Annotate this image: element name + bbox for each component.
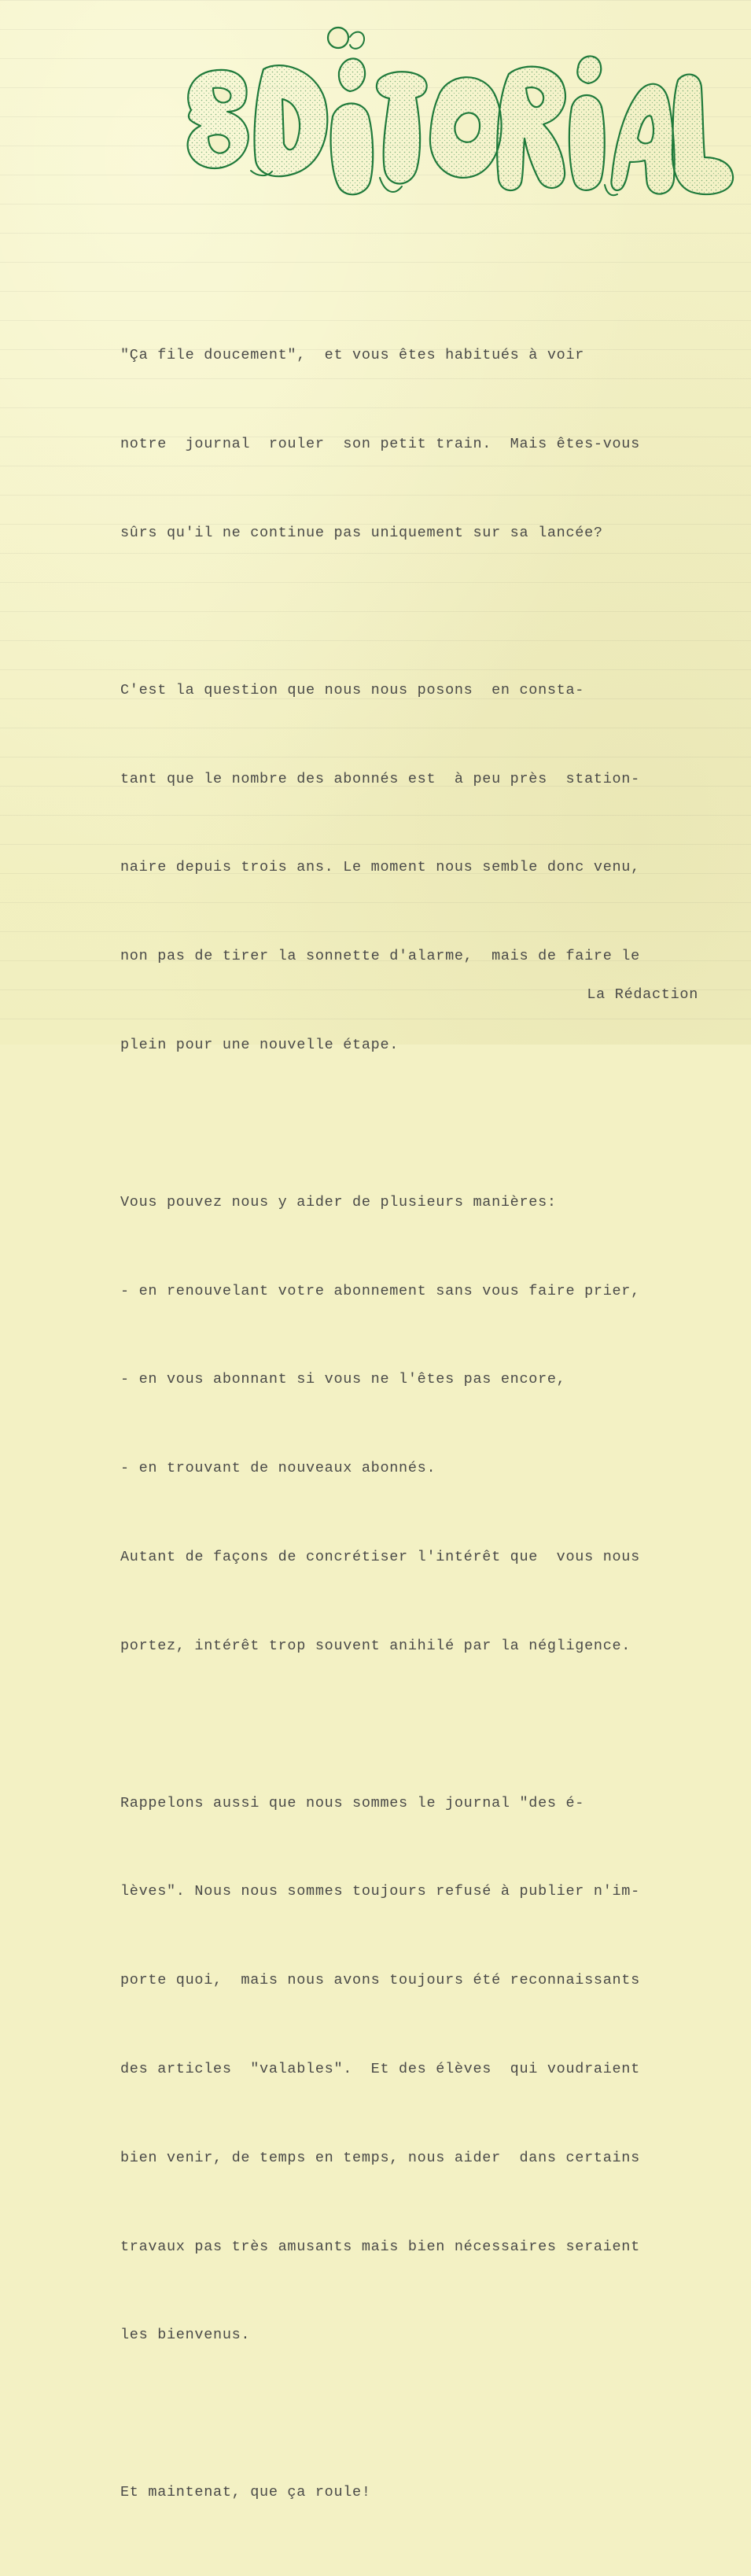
text-line: des articles "valables". Et des élèves qui voudraient [120,2061,640,2078]
text-line: Et maintenat, que ça roule! [120,2484,371,2501]
text-line: lèves". Nous nous sommes toujours refusé à publier n'im- [120,1883,640,1900]
text-line: les bienvenus. [120,2327,251,2344]
text-line: C'est la question que nous nous posons en consta- [120,681,585,698]
text-line: sûrs qu'il ne continue pas uniquement sur sa lancée? [120,524,603,541]
text-line: Vous pouvez nous y aider de plusieurs manières: [120,1193,557,1211]
signature: La Rédaction [587,986,698,1003]
text-line: - en trouvant de nouveaux abonnés. [120,1460,436,1477]
text-line: Autant de façons de concrétiser l'intérêt que vous nous [120,1548,640,1565]
text-line: Rappelons aussi que nous sommes le journal "des é- [120,1794,585,1811]
paragraph-closing [51,2419,700,2567]
text-line: - en renouvelant votre abonnement sans vous faire prier, [120,1282,640,1299]
editorial-heading [177,24,680,212]
text-line: non pas de tirer la sonnette d'alarme, mais de faire le [120,948,640,965]
text-line: plein pour une nouvelle étape. [120,1036,399,1053]
text-line: naire depuis trois ans. Le moment nous semble donc venu, [120,859,640,876]
paragraph-intro [51,282,700,607]
text-line: porte quoi, mais nous avons toujours été reconnaissants [120,1972,640,1989]
paragraph-question [51,617,700,1119]
paragraph-reminder [51,1730,700,2410]
text-line: portez, intérêt trop souvent anihilé par la négligence. [120,1637,631,1654]
editorial-lettering [177,24,680,212]
text-line: "Ça file doucement", et vous êtes habitués à voir [120,347,585,364]
text-line: tant que le nombre des abonnés est à peu près station- [120,770,640,787]
text-line: notre journal rouler son petit train. Mais êtes-vous [120,435,640,452]
text-line: travaux pas très amusants mais bien nécessaires seraient [120,2238,640,2255]
paragraph-help [51,1129,700,1720]
text-line: bien venir, de temps en temps, nous aider dans certains [120,2149,640,2166]
editorial-body [51,282,700,2576]
text-line: - en vous abonnant si vous ne l'êtes pas encore, [120,1371,566,1388]
